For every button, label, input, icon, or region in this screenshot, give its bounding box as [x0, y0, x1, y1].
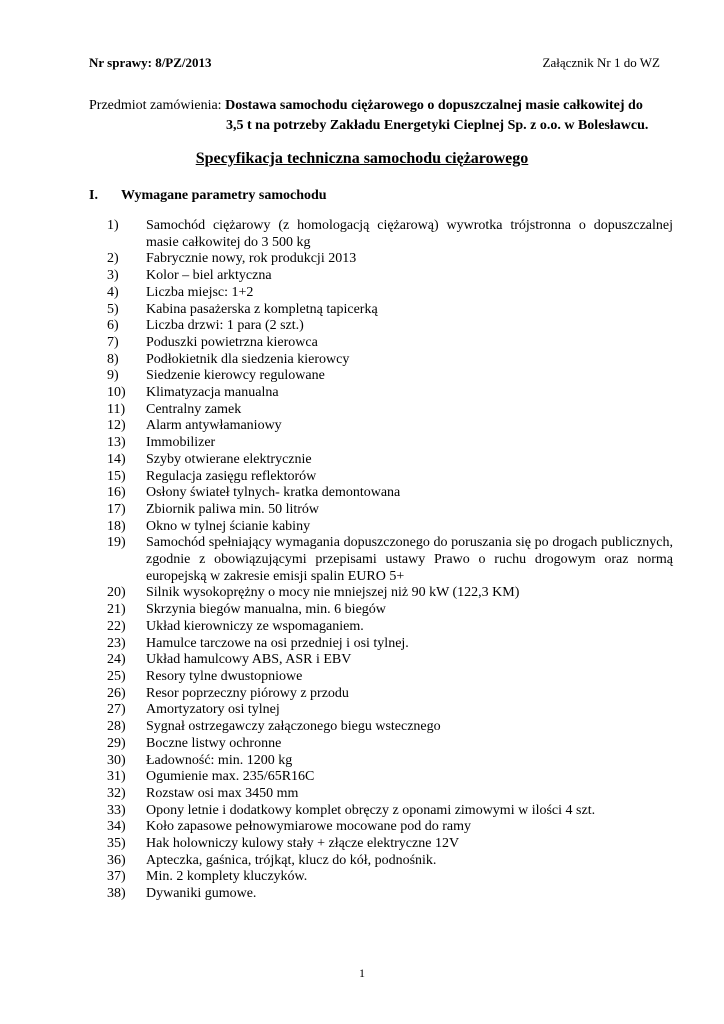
- list-item-number: 6): [107, 318, 119, 334]
- list-item-text: Poduszki powietrzna kierowca: [146, 334, 318, 350]
- list-item: [107, 585, 673, 602]
- list-item-number: 32): [107, 785, 126, 801]
- list-item: [107, 803, 673, 820]
- list-item: [107, 886, 673, 903]
- list-item: [107, 452, 673, 469]
- list-item: [107, 702, 673, 719]
- subject-label: Przedmiot zamówienia:: [89, 98, 226, 113]
- list-item-text: Dywaniki gumowe.: [146, 886, 257, 902]
- list-item-number: 7): [107, 334, 119, 350]
- list-item-number: 19): [107, 535, 126, 551]
- list-item: [107, 335, 673, 352]
- list-item-text: Liczba miejsc: 1+2: [146, 284, 254, 300]
- list-item: [107, 469, 673, 486]
- list-item-number: 3): [107, 268, 119, 284]
- list-item: [107, 686, 673, 703]
- list-item-number: 28): [107, 719, 126, 735]
- list-item: [107, 435, 673, 452]
- list-item-text: Fabrycznie nowy, rok produkcji 2013: [146, 251, 357, 267]
- list-item-number: 37): [107, 869, 126, 885]
- list-item-number: 11): [107, 401, 126, 417]
- list-item: [107, 786, 673, 803]
- list-item-number: 36): [107, 852, 126, 868]
- list-item-number: 9): [107, 368, 119, 384]
- list-item: [107, 769, 673, 786]
- list-item: [107, 502, 673, 519]
- list-item-number: 29): [107, 735, 126, 751]
- list-item: [107, 719, 673, 736]
- list-item: [107, 619, 673, 636]
- list-item: [107, 302, 673, 319]
- list-item-number: 12): [107, 418, 126, 434]
- list-item: [107, 602, 673, 619]
- section-title: Wymagane parametry samochodu: [121, 188, 327, 203]
- list-item-text: Okno w tylnej ścianie kabiny: [146, 518, 311, 534]
- section-heading: [89, 188, 327, 204]
- list-item-text: Boczne listwy ochronne: [146, 735, 282, 751]
- list-item-text: Szyby otwierane elektrycznie: [146, 451, 312, 467]
- list-item-text: Podłokietnik dla siedzenia kierowcy: [146, 351, 350, 367]
- section-number: I.: [89, 188, 98, 203]
- list-item-text: Układ hamulcowy ABS, ASR i EBV: [146, 652, 352, 668]
- list-item-text: Hak holowniczy kulowy stały + złącze elektryczne 12V: [146, 836, 460, 852]
- list-item: [107, 385, 673, 402]
- list-item: [107, 368, 673, 385]
- list-item-text: Resor poprzeczny piórowy z przodu: [146, 685, 349, 701]
- subject-line-1: [89, 96, 673, 116]
- list-item-text: Osłony świateł tylnych- kratka demontowana: [146, 485, 401, 501]
- list-item-number: 16): [107, 485, 126, 501]
- list-item-number: 18): [107, 518, 126, 534]
- list-item-number: 8): [107, 351, 119, 367]
- list-item-text: Rozstaw osi max 3450 mm: [146, 785, 299, 801]
- list-item-number: 31): [107, 769, 126, 785]
- list-item-text: Silnik wysokoprężny o mocy nie mniejszej niż 90 kW (122,3 KM): [146, 585, 520, 601]
- list-item-number: 2): [107, 251, 119, 267]
- list-item: [107, 535, 673, 585]
- list-item: [107, 519, 673, 536]
- list-item-number: 24): [107, 652, 126, 668]
- list-item-number: 17): [107, 501, 126, 517]
- list-item: [107, 669, 673, 686]
- list-item: [107, 836, 673, 853]
- list-item-text: Regulacja zasięgu reflektorów: [146, 468, 317, 484]
- list-item-text: Skrzynia biegów manualna, min. 6 biegów: [146, 602, 386, 618]
- requirements-list: [107, 218, 673, 903]
- list-item: [107, 268, 673, 285]
- list-item: [107, 352, 673, 369]
- order-subject: [89, 96, 673, 136]
- list-item: [107, 318, 673, 335]
- list-item-text: Samochód spełniający wymagania dopuszczonego do poruszania się po drogach publicznych, zgodnie z obowiązującymi przepisami ustawy Prawo o ruchu drogowym oraz normą europejską w zakresie emisji spalin EURO 5+: [146, 535, 673, 584]
- list-item-number: 27): [107, 702, 126, 718]
- list-item-number: 21): [107, 602, 126, 618]
- list-item-number: 5): [107, 301, 119, 317]
- list-item: [107, 652, 673, 669]
- list-item-text: Siedzenie kierowcy regulowane: [146, 368, 325, 384]
- list-item-number: 38): [107, 886, 126, 902]
- list-item: [107, 218, 673, 251]
- list-item-number: 1): [107, 218, 119, 233]
- list-item-number: 15): [107, 468, 126, 484]
- list-item-number: 33): [107, 802, 126, 818]
- list-item-text: Alarm antywłamaniowy: [146, 418, 282, 434]
- document-title: Specyfikacja techniczna samochodu ciężarowego: [195, 150, 529, 167]
- list-item: [107, 753, 673, 770]
- list-item-text: Immobilizer: [146, 435, 216, 451]
- list-item-text: Samochód ciężarowy (z homologacją ciężarową) wywrotka trójstronna o dopuszczalnej masie całkowitej do 3 500 kg: [146, 218, 673, 250]
- list-item: [107, 402, 673, 419]
- list-item-text: Sygnał ostrzegawczy załączonego biegu wstecznego: [146, 719, 441, 735]
- list-item-number: 30): [107, 752, 126, 768]
- subject-text-1: Dostawa samochodu ciężarowego o dopuszczalnej masie całkowitej do: [225, 98, 643, 113]
- list-item-text: Min. 2 komplety kluczyków.: [146, 869, 308, 885]
- list-item: [107, 418, 673, 435]
- list-item-number: 20): [107, 585, 126, 601]
- list-item-text: Hamulce tarczowe na osi przedniej i osi tylnej.: [146, 635, 409, 651]
- list-item: [107, 285, 673, 302]
- attachment-label: Załącznik Nr 1 do WZ: [542, 55, 660, 70]
- list-item-number: 4): [107, 284, 119, 300]
- list-item-text: Klimatyzacja manualna: [146, 385, 279, 401]
- list-item-text: Ładowność: min. 1200 kg: [146, 752, 293, 768]
- list-item-text: Układ kierowniczy ze wspomaganiem.: [146, 618, 364, 634]
- list-item-number: 23): [107, 635, 126, 651]
- list-item-text: Koło zapasowe pełnowymiarowe mocowane pod do ramy: [146, 819, 472, 835]
- case-number: Nr sprawy: 8/PZ/2013: [89, 55, 212, 70]
- page-number: 1: [359, 966, 365, 980]
- list-item-text: Kabina pasażerska z kompletną tapicerką: [146, 301, 378, 317]
- list-item-number: 25): [107, 668, 126, 684]
- list-item-text: Ogumienie max. 235/65R16C: [146, 769, 315, 785]
- list-item-text: Centralny zamek: [146, 401, 242, 417]
- list-item-text: Amortyzatory osi tylnej: [146, 702, 280, 718]
- list-item-number: 14): [107, 451, 126, 467]
- list-item-text: Opony letnie i dodatkowy komplet obręczy z oponami zimowymi w ilości 4 szt.: [146, 802, 596, 818]
- list-item-number: 13): [107, 435, 126, 451]
- list-item-text: Kolor – biel arktyczna: [146, 268, 272, 284]
- list-item-number: 22): [107, 618, 126, 634]
- list-item: [107, 736, 673, 753]
- list-item-number: 10): [107, 385, 126, 401]
- list-item: [107, 636, 673, 653]
- list-item: [107, 485, 673, 502]
- list-item-text: Apteczka, gaśnica, trójkąt, klucz do kół, podnośnik.: [146, 852, 437, 868]
- list-item-text: Resory tylne dwustopniowe: [146, 668, 303, 684]
- subject-text-2: 3,5 t na potrzeby Zakładu Energetyki Cieplnej Sp. z o.o. w Bolesławcu.: [226, 118, 649, 133]
- list-item: [107, 869, 673, 886]
- list-item-text: Liczba drzwi: 1 para (2 szt.): [146, 318, 304, 334]
- list-item: [107, 251, 673, 268]
- list-item: [107, 853, 673, 870]
- list-item-number: 35): [107, 836, 126, 852]
- list-item-number: 26): [107, 685, 126, 701]
- list-item-text: Zbiornik paliwa min. 50 litrów: [146, 501, 320, 517]
- list-item: [107, 819, 673, 836]
- list-item-number: 34): [107, 819, 126, 835]
